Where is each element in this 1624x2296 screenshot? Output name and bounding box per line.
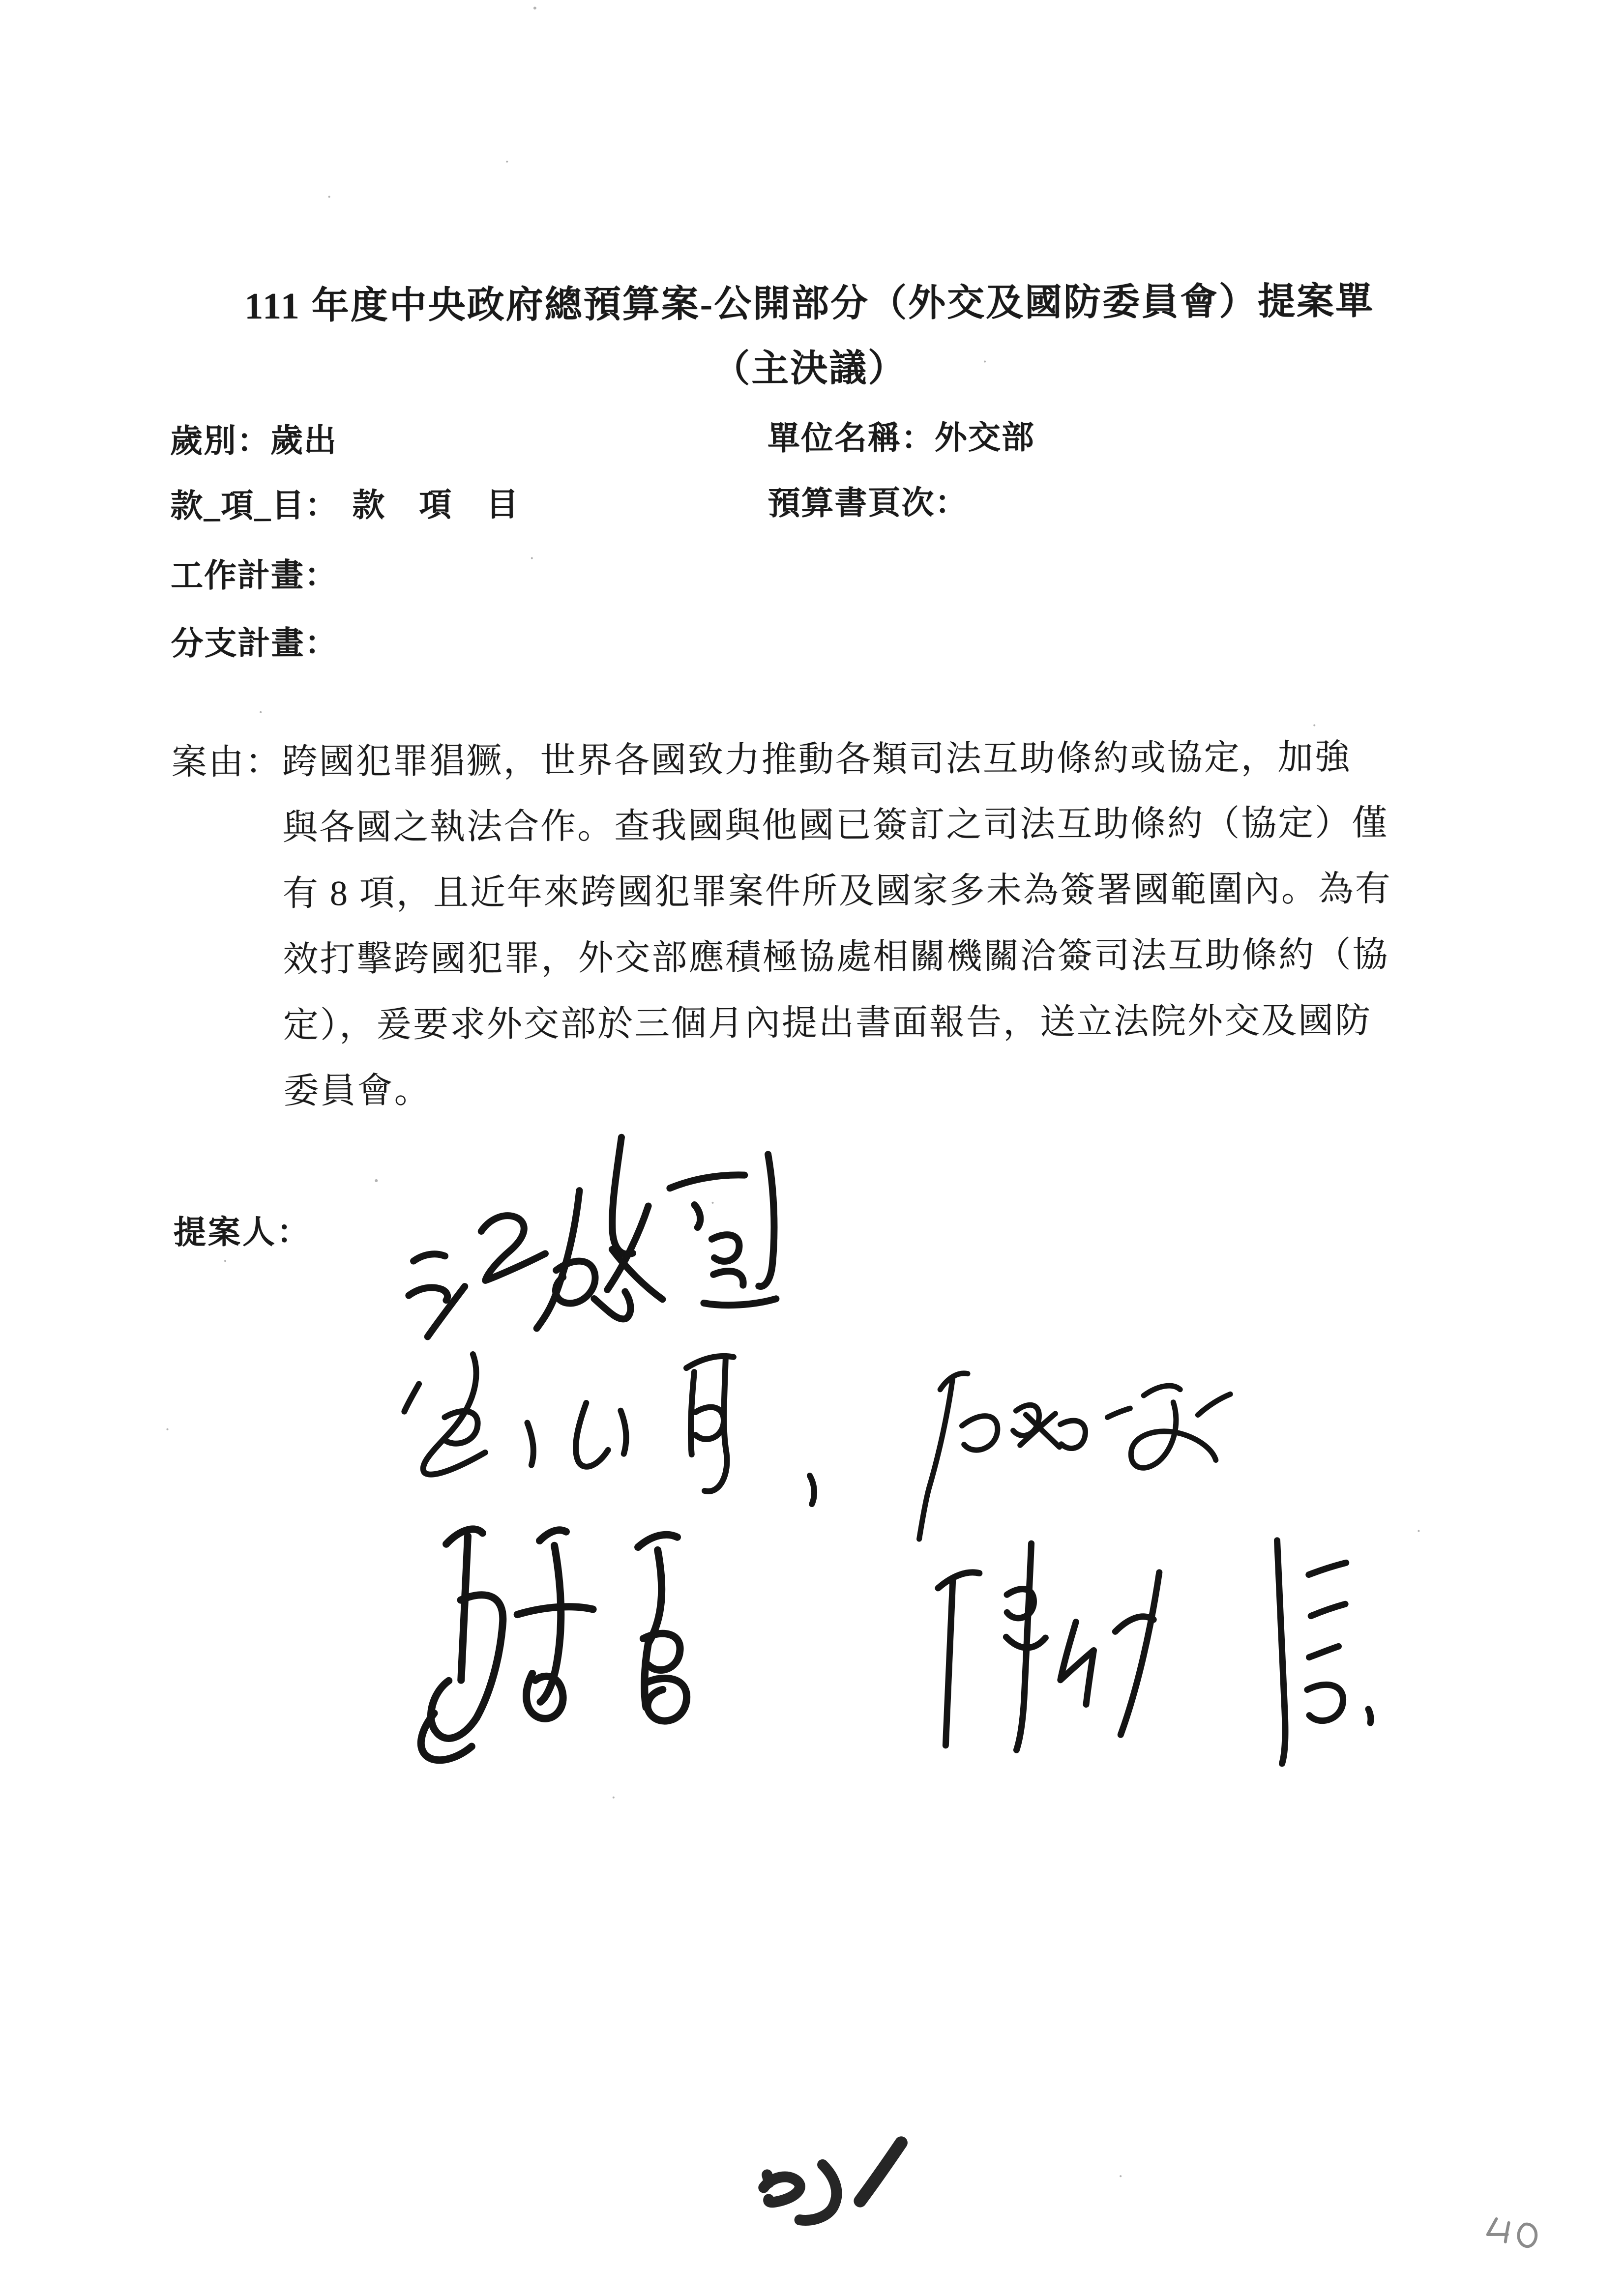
case-line-4: 效打擊跨國犯罪，外交部應積極協處相關機關洽簽司法互助條約（協 (283, 934, 1389, 979)
case-line-5: 定），爰要求外交部於三個月內提出書面報告，送立法院外交及國防 (283, 1001, 1372, 1045)
case-line-6: 委員會。 (283, 1071, 431, 1111)
field-year-type-label: 歲別： (170, 423, 270, 460)
signature-1-chiang-chi-chen (408, 1136, 776, 1337)
field-budget-item-value: 款 項 目 (352, 487, 520, 524)
field-budget-item-label: 款_項_目： (170, 488, 339, 524)
scan-speckles (160, 3, 1422, 2181)
signature-4-ma-wen-chun (420, 1528, 687, 1760)
signature-3-liao-wan-ju (918, 1372, 1231, 1540)
document-title: 111 年度中央政府總預算案-公開部分（外交及國防委員會）提案單 (244, 280, 1375, 327)
field-unit-name-label: 單位名稱： (767, 420, 935, 457)
field-work-plan-label: 工作計畫： (170, 557, 338, 594)
document-subtitle: （主決議） (712, 348, 907, 390)
signature-2-wen-yu-hsia (404, 1353, 814, 1506)
handwritten-page-number-center (764, 2143, 902, 2220)
field-budget-page-label: 預算書頁次： (768, 485, 969, 522)
case-line-2: 與各國之執法合作。查我國與他國已簽訂之司法互助條約（協定）僅 (282, 803, 1389, 847)
handwritten-page-number-corner (1488, 2219, 1536, 2247)
proposer-label: 提案人： (173, 1214, 311, 1251)
case-line-1: 案由：跨國犯罪猖獗，世界各國致力推動各類司法互助條約或協定，加強 (171, 737, 1352, 782)
field-year-type-value: 歲出 (270, 423, 337, 459)
case-line-3: 有 8 項，且近年來跨國犯罪案件所及國家多未為簽署國範圍內。為有 (282, 869, 1392, 913)
signature-5-chen-yi-hsin (938, 1540, 1371, 1765)
field-unit-name-value: 外交部 (934, 420, 1035, 456)
field-sub-plan-label: 分支計畫： (171, 625, 338, 662)
